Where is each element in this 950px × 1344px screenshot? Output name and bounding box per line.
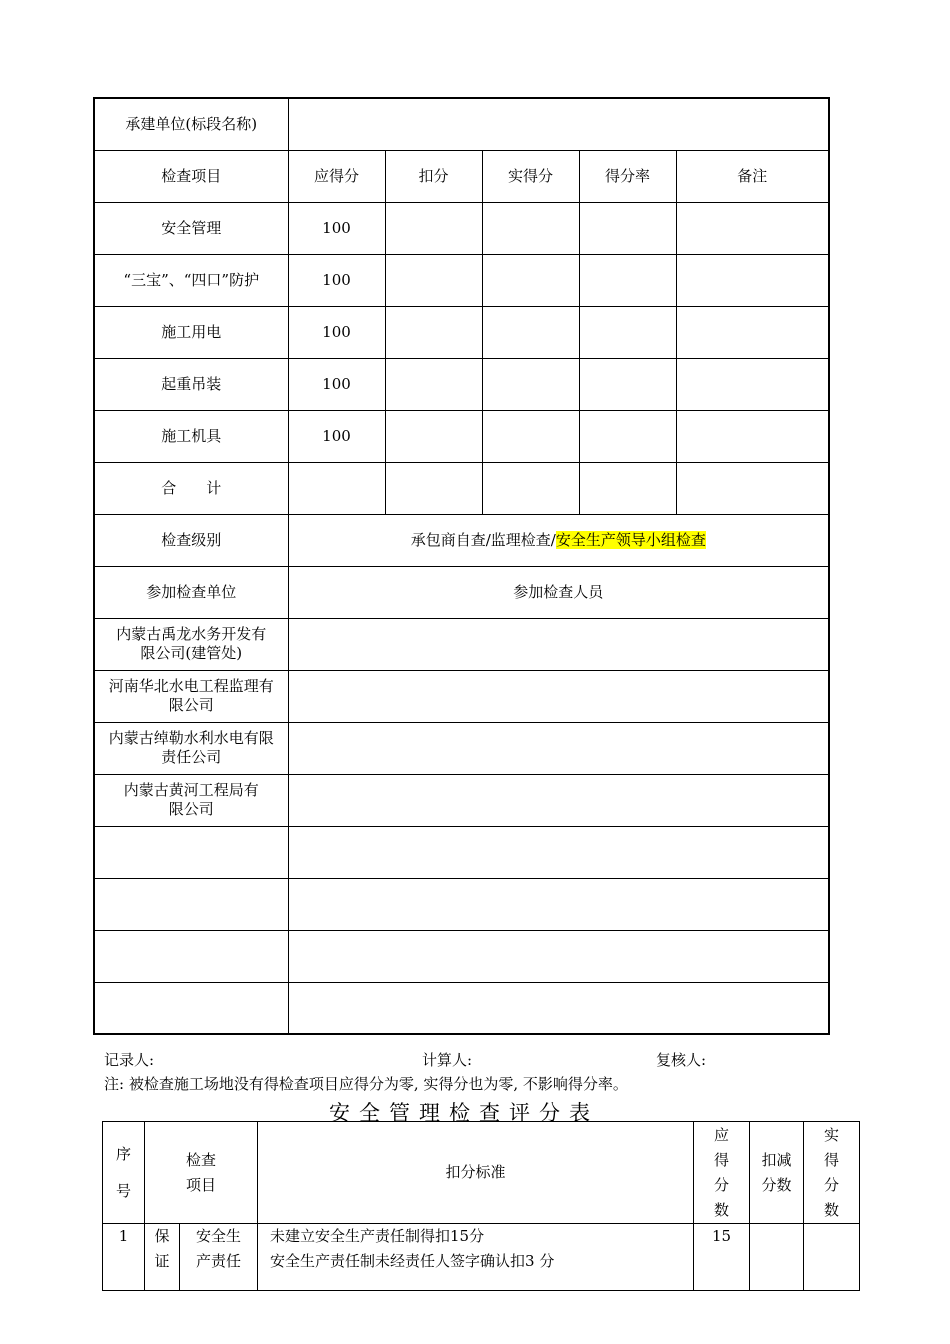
page-title: 安全管理检查评分表 [329,1101,599,1125]
header-due-score: 应 得 分 数 [694,1122,750,1224]
header-rate: 得分率 [579,150,676,202]
row-score: 100 [288,306,385,358]
participant-row [94,774,829,826]
participant-unit: 内蒙古绰勒水利水电有限责任公司 [94,722,288,774]
header-remark: 备注 [676,150,829,202]
row-category: 保 证 [145,1224,180,1291]
unit-label: 承建单位(标段名称) [94,98,288,150]
row-item: “三宝”、“四口”防护 [94,254,288,306]
participant-unit: 内蒙古黄河工程局有限公司 [94,774,288,826]
participants-header-row [94,566,829,618]
row-due: 15 [694,1224,750,1291]
row-item: 安全管理 [94,202,288,254]
participant-unit-label: 参加检查单位 [94,566,288,618]
level-row [94,514,829,566]
level-options: 承包商自查/监理检查/ [410,530,556,549]
header-due: 应得分 [288,150,385,202]
header-deduct: 扣分 [385,150,482,202]
recorder-label: 记录人: [104,1051,155,1069]
participant-row [94,930,829,982]
participant-unit: 河南华北水电工程监理有限公司 [94,670,288,722]
header-row [94,150,829,202]
row-no: 1 [103,1224,145,1291]
participant-people-label: 参加检查人员 [288,566,829,618]
summary-table [93,97,830,1035]
table-row [94,306,829,358]
calculator-label: 计算人: [422,1051,473,1069]
header-actual: 实得分 [482,150,579,202]
score-header-row [103,1122,860,1224]
participant-row [94,982,829,1034]
header-criteria: 扣分标准 [258,1122,694,1224]
row-item: 施工机具 [94,410,288,462]
participant-row [94,670,829,722]
participant-unit: 内蒙古禹龙水务开发有限公司(建管处) [94,618,288,670]
unit-row [94,98,829,150]
participant-row [94,618,829,670]
participant-row [94,826,829,878]
level-label: 检查级别 [94,514,288,566]
level-value [288,514,829,566]
unit-value [288,98,829,150]
total-row [94,462,829,514]
participant-row [94,878,829,930]
row-score: 100 [288,202,385,254]
participant-row [94,722,829,774]
header-item: 检查项目 [94,150,288,202]
header-deduct-score: 扣减 分数 [750,1122,804,1224]
footnote: 注: 被检查施工场地没有得检查项目应得分为零, 实得分也为零, 不影响得分率。 [104,1075,628,1093]
table-row [94,358,829,410]
score-table [102,1121,860,1291]
row-criteria: 未建立安全生产责任制得扣15分 安全生产责任制未经责任人签字确认扣3 分 [258,1224,694,1291]
score-row [103,1224,860,1291]
table-row [94,410,829,462]
total-label: 合 计 [94,462,288,514]
row-score: 100 [288,358,385,410]
header-actual-score: 实 得 分 数 [804,1122,860,1224]
table-row [94,254,829,306]
header-no: 序 号 [103,1122,145,1224]
row-item: 起重吊装 [94,358,288,410]
header-check-item: 检查 项目 [145,1122,258,1224]
reviewer-label: 复核人: [656,1051,707,1069]
row-item: 安全生 产责任 [180,1224,258,1291]
row-score: 100 [288,254,385,306]
row-score: 100 [288,410,385,462]
row-item: 施工用电 [94,306,288,358]
table-row [94,202,829,254]
level-highlight: 安全生产领导小组检查 [555,530,706,549]
